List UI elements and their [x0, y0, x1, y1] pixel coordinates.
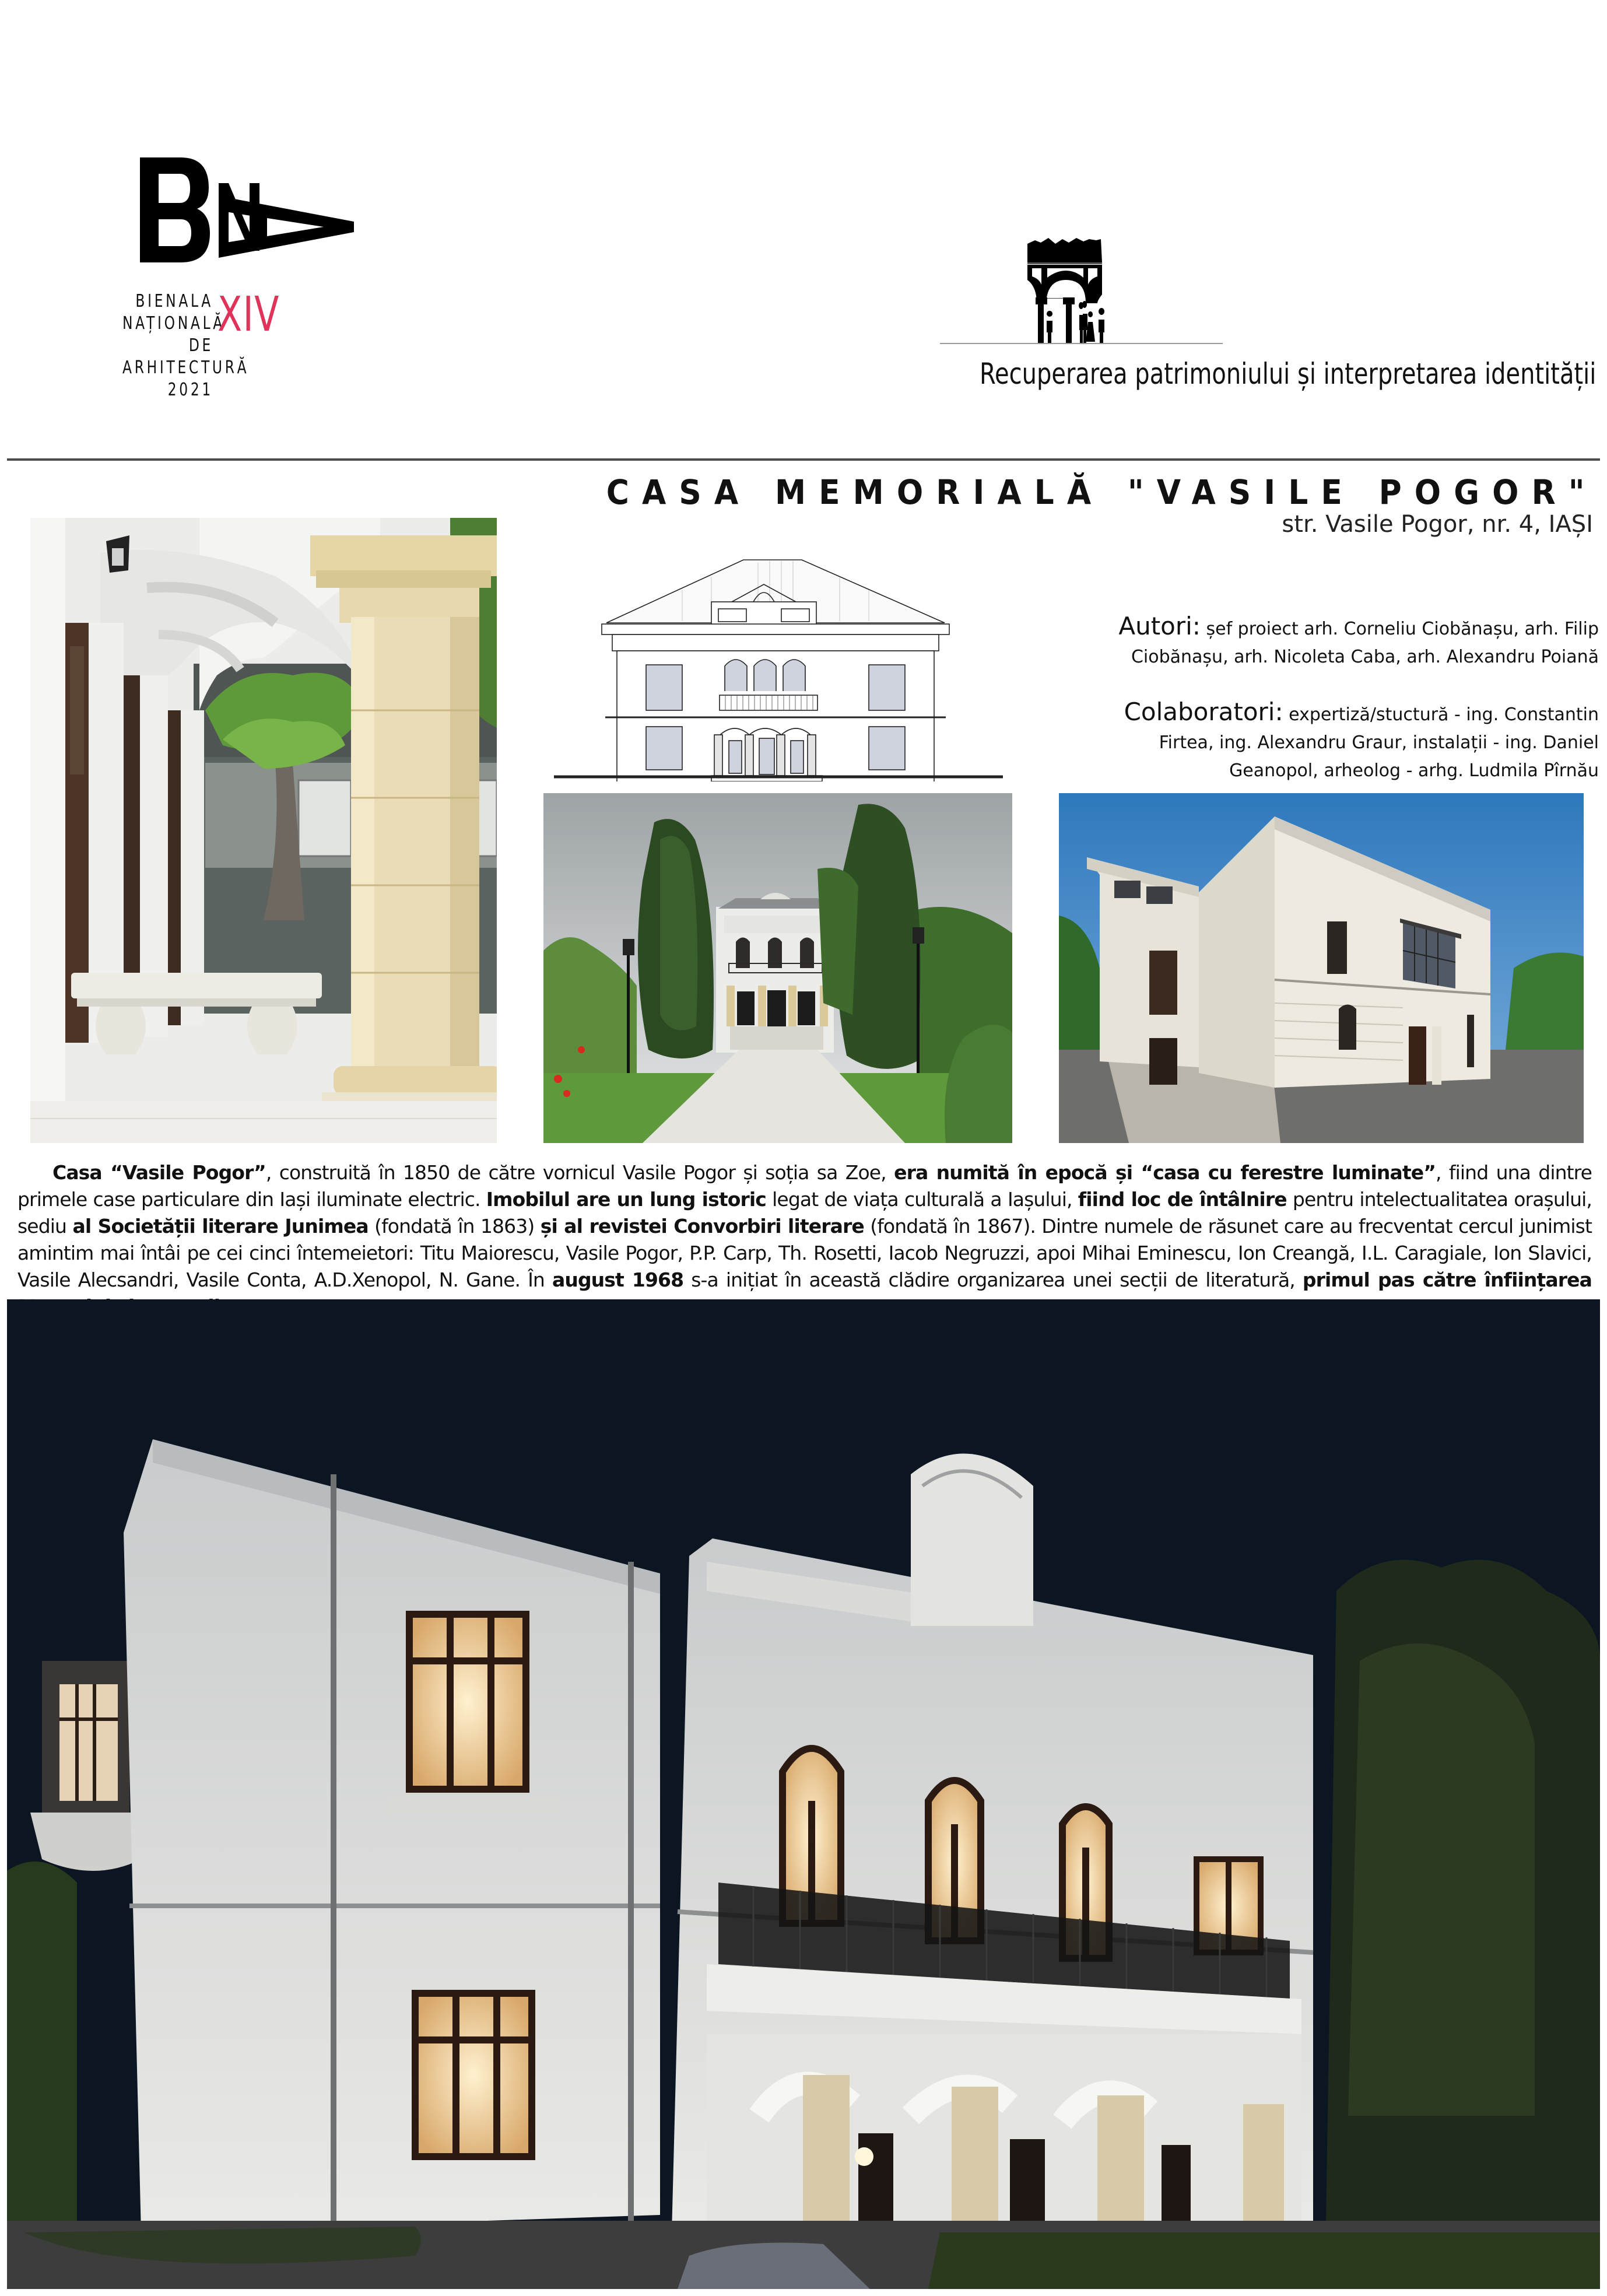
authors-text: șef proiect arh. Corneliu Ciobănașu, arh. Filip: [1206, 619, 1599, 639]
logo-subtitle-line: DE: [188, 335, 213, 356]
page-title: CASA MEMORIALĂ "VASILE POGOR": [606, 472, 1598, 512]
bna-monogram-icon: [134, 134, 356, 274]
desc-bold: Imobilul are un lung istoric: [486, 1188, 766, 1211]
arch-ruin-with-people-icon: [933, 222, 1545, 350]
night-facade-photo: [7, 1299, 1600, 2289]
edition-number: XIV: [217, 287, 280, 342]
theme-caption: Recuperarea patrimoniului și interpretarea identității: [980, 357, 1597, 391]
collaborators-text-continued: Firtea, ing. Alexandru Graur, instalații - ing. Daniel: [1159, 732, 1599, 753]
theme-emblem: [933, 222, 1597, 397]
garden-path-photo: [543, 793, 1012, 1143]
description-paragraph: [17, 1159, 1592, 1320]
collaborators-text: expertiză/stuctură - ing. Constantin: [1289, 704, 1599, 725]
desc-bold: al Societății literare Junimea: [72, 1215, 369, 1238]
desc-bold: primul pas către înființarea: [1302, 1268, 1592, 1291]
credits-block: [1074, 612, 1599, 785]
address: str. Vasile Pogor, nr. 4, IAȘI: [1282, 511, 1593, 538]
logo-subtitle-line: ARHITECTURĂ: [122, 357, 250, 378]
authors-text-continued: Ciobănașu, arh. Nicoleta Caba, arh. Alexandru Poiană: [1131, 647, 1599, 667]
desc-text: , fiind una dintre primele case particulare din Iași iluminate electric.: [17, 1161, 1592, 1211]
desc-bold: august 1968: [552, 1268, 684, 1291]
desc-text: legat de viața culturală a Iașului,: [766, 1188, 1078, 1211]
logo-subtitle-line: NAȚIONALĂ: [122, 313, 225, 334]
desc-bold: fiind loc de întâlnire: [1078, 1188, 1287, 1211]
desc-text: (fondată în 1863): [368, 1215, 541, 1238]
desc-text: s-a inițiat în această clădire organizarea unei secții de literatură,: [683, 1268, 1303, 1291]
corner-facade-photo: [1059, 793, 1584, 1143]
bna-logo: [122, 134, 356, 408]
collaborators-label: Colaboratori:: [1124, 697, 1283, 726]
collaborators-line: [1074, 698, 1599, 729]
desc-bold: Casa “Vasile Pogor”: [52, 1161, 266, 1184]
facade-elevation-drawing: [536, 537, 1020, 781]
logo-subtitle-line: BIENALA: [135, 291, 213, 311]
desc-text: , construită în 1850 de către vornicul Vasile Pogor și soția sa Zoe,: [265, 1161, 894, 1184]
desc-bold: și al revistei Convorbiri literare: [540, 1215, 864, 1238]
header-separator: [7, 458, 1600, 461]
desc-bold: era numită în epocă și “casa cu ferestre luminate”: [894, 1161, 1436, 1184]
desc-text: (fondată în 1867). Dintre numele de răsunet care au frecventat cercul junimist amintim mai întâi pe cei cinci întemeietori: Titu Maiorescu, Vasile Pogor, P.P. Carp, Th. Rosetti, Iacob Negruzzi, apoi Mihai Eminescu, Ion Creangă, I.L. Caragiale, Ion Slavici, Vasile Alecsandri, Vasile Conta, A.D.Xenopol, N. Gane. În: [17, 1215, 1592, 1291]
logo-subtitle-line: 2021: [167, 380, 213, 400]
porch-column-photo: [30, 518, 497, 1143]
authors-label: Autori:: [1118, 612, 1201, 640]
collaborators-text-continued: Geanopol, arheolog - arhg. Ludmila Pîrnău: [1229, 760, 1599, 781]
desc-text: pentru intelectualitatea orașului, sediu: [17, 1188, 1592, 1238]
authors-line: [1074, 612, 1599, 643]
